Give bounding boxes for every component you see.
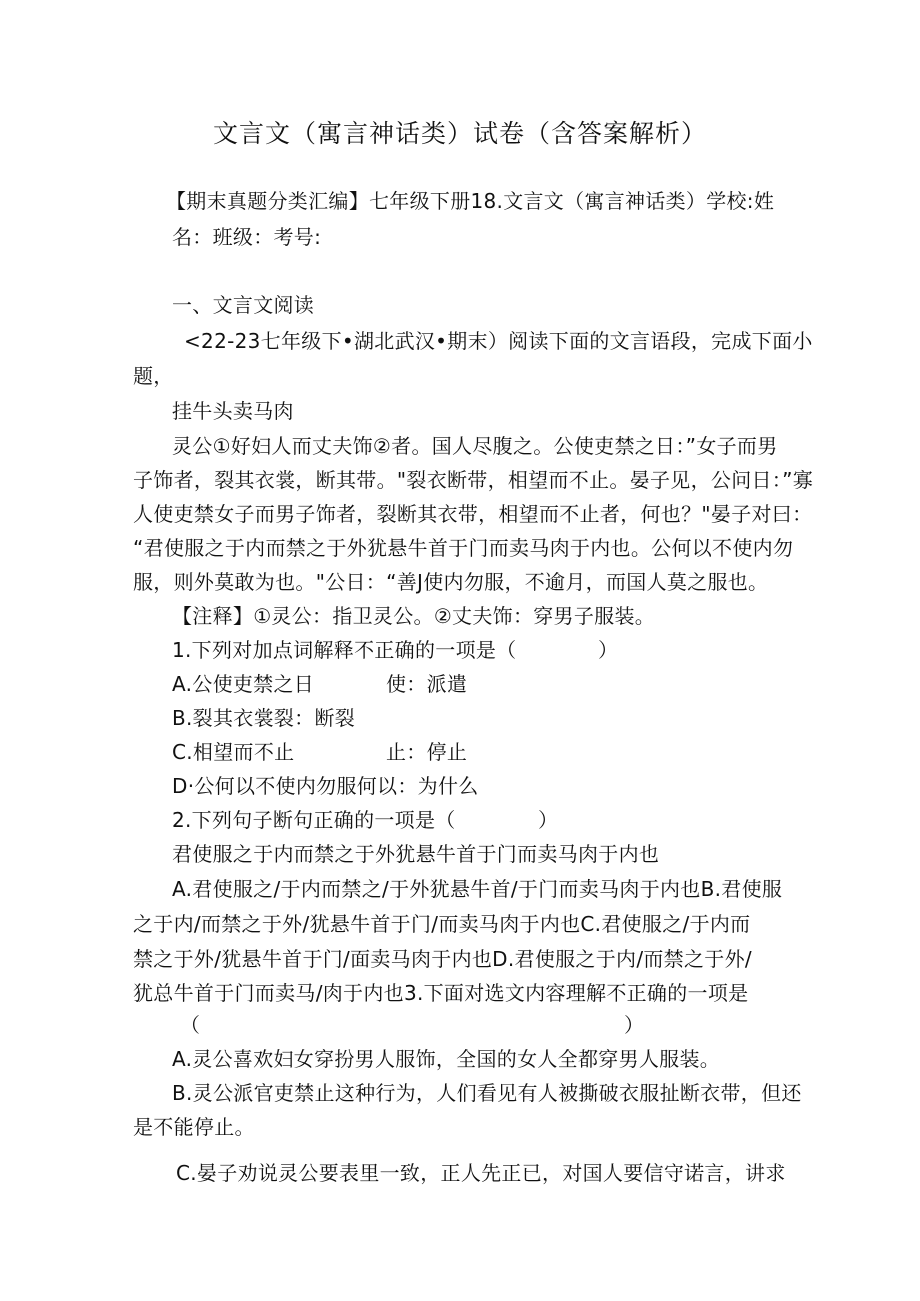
question-2-paren-close: ） bbox=[538, 808, 559, 832]
question-1-option-c: C.相望而不止 bbox=[172, 740, 295, 764]
question-2-options-line: A.君使服之/于内而禁之/于外犹悬牛首/于门而卖马肉于内也B.君使服 bbox=[172, 877, 783, 901]
passage-line: “君使服之于内而禁之于外犹悬牛首于门而卖马肉于内也。公何以不使内勿 bbox=[133, 536, 794, 560]
question-3-option-c: C.晏子劝说灵公要表里一致，正人先正已，对国人要信守诺言，讲求 bbox=[176, 1161, 786, 1185]
question-2-options-line: 禁之于外/犹悬牛首于门/面卖马肉于内也D.君使服之于内/而禁之于外/ bbox=[133, 947, 752, 971]
question-1-paren-close: ） bbox=[598, 638, 619, 662]
question-3-option-b: B.灵公派官吏禁止这种行为，人们看见有人被撕破衣服扯断衣带，但还 bbox=[172, 1081, 802, 1105]
question-2-stem: 2.下列句子断句正确的一项是（ bbox=[172, 808, 456, 832]
question-2-options-line: 犹总牛首于门而卖马/肉于内也3.下面对选文内容理解不正确的一项是 bbox=[133, 981, 749, 1005]
section-title: 一、文言文阅读 bbox=[172, 293, 315, 317]
intro-line: 题， bbox=[133, 364, 174, 388]
question-1-option-a-meaning: 使：派遣 bbox=[386, 672, 468, 696]
passage-line: 子饰者，裂其衣裳，断其带。"裂衣断带，相望而不止。晏子见，公问日：”寡 bbox=[133, 468, 814, 492]
question-3-option-a: A.灵公喜欢妇女穿扮男人服饰，全国的女人全都穿男人服装。 bbox=[172, 1047, 721, 1071]
passage-title: 挂牛头卖马肉 bbox=[172, 399, 294, 423]
question-2-options-line: 之于内/而禁之于外/犹悬牛首于门/而卖马肉于内也C.君使服之/于内而 bbox=[133, 912, 751, 936]
passage-line: 灵公①好妇人而丈夫饰②者。国人尽腹之。公使吏禁之日：”女子而男 bbox=[172, 434, 778, 458]
question-3-paren-open: （ bbox=[180, 1013, 201, 1037]
header-line: 【期末真题分类汇编】七年级下册18.文言文（寓言神话类）学校:姓 bbox=[166, 189, 775, 213]
passage-line: 服，则外莫敢为也。"公日：“善J使内勿服，不逾月，而国人莫之服也。 bbox=[133, 570, 769, 594]
document-title: 文言文（寓言神话类）试卷（含答案解析） bbox=[212, 119, 707, 148]
question-3-paren-close: ） bbox=[624, 1013, 645, 1037]
question-1-option-b: B.裂其衣裳裂：断裂 bbox=[172, 706, 356, 730]
question-1-option-c-meaning: 止：停止 bbox=[386, 740, 468, 764]
question-1-option-a: A.公使吏禁之日 bbox=[172, 672, 315, 696]
question-1-option-d: D·公何以不使内勿服何以：为什么 bbox=[172, 774, 479, 798]
notes-line: 【注释】①灵公：指卫灵公。②丈夫饰：穿男子服装。 bbox=[172, 604, 656, 628]
header-line: 名：班级：考号: bbox=[172, 225, 322, 249]
intro-line: <22-23七年级下•湖北武汉•期末）阅读下面的文言语段，完成下面小 bbox=[184, 329, 813, 353]
passage-line: 人使吏禁女子而男子饰者，裂断其衣带，相望而不止者，何也？"晏子对曰： bbox=[133, 502, 813, 526]
question-1-stem: 1.下列对加点词解释不正确的一项是（ bbox=[172, 638, 517, 662]
question-3-option-b-cont: 是不能停止。 bbox=[133, 1115, 255, 1139]
question-2-sentence: 君使服之于内而禁之于外犹悬牛首于门而卖马肉于内也 bbox=[172, 842, 660, 866]
